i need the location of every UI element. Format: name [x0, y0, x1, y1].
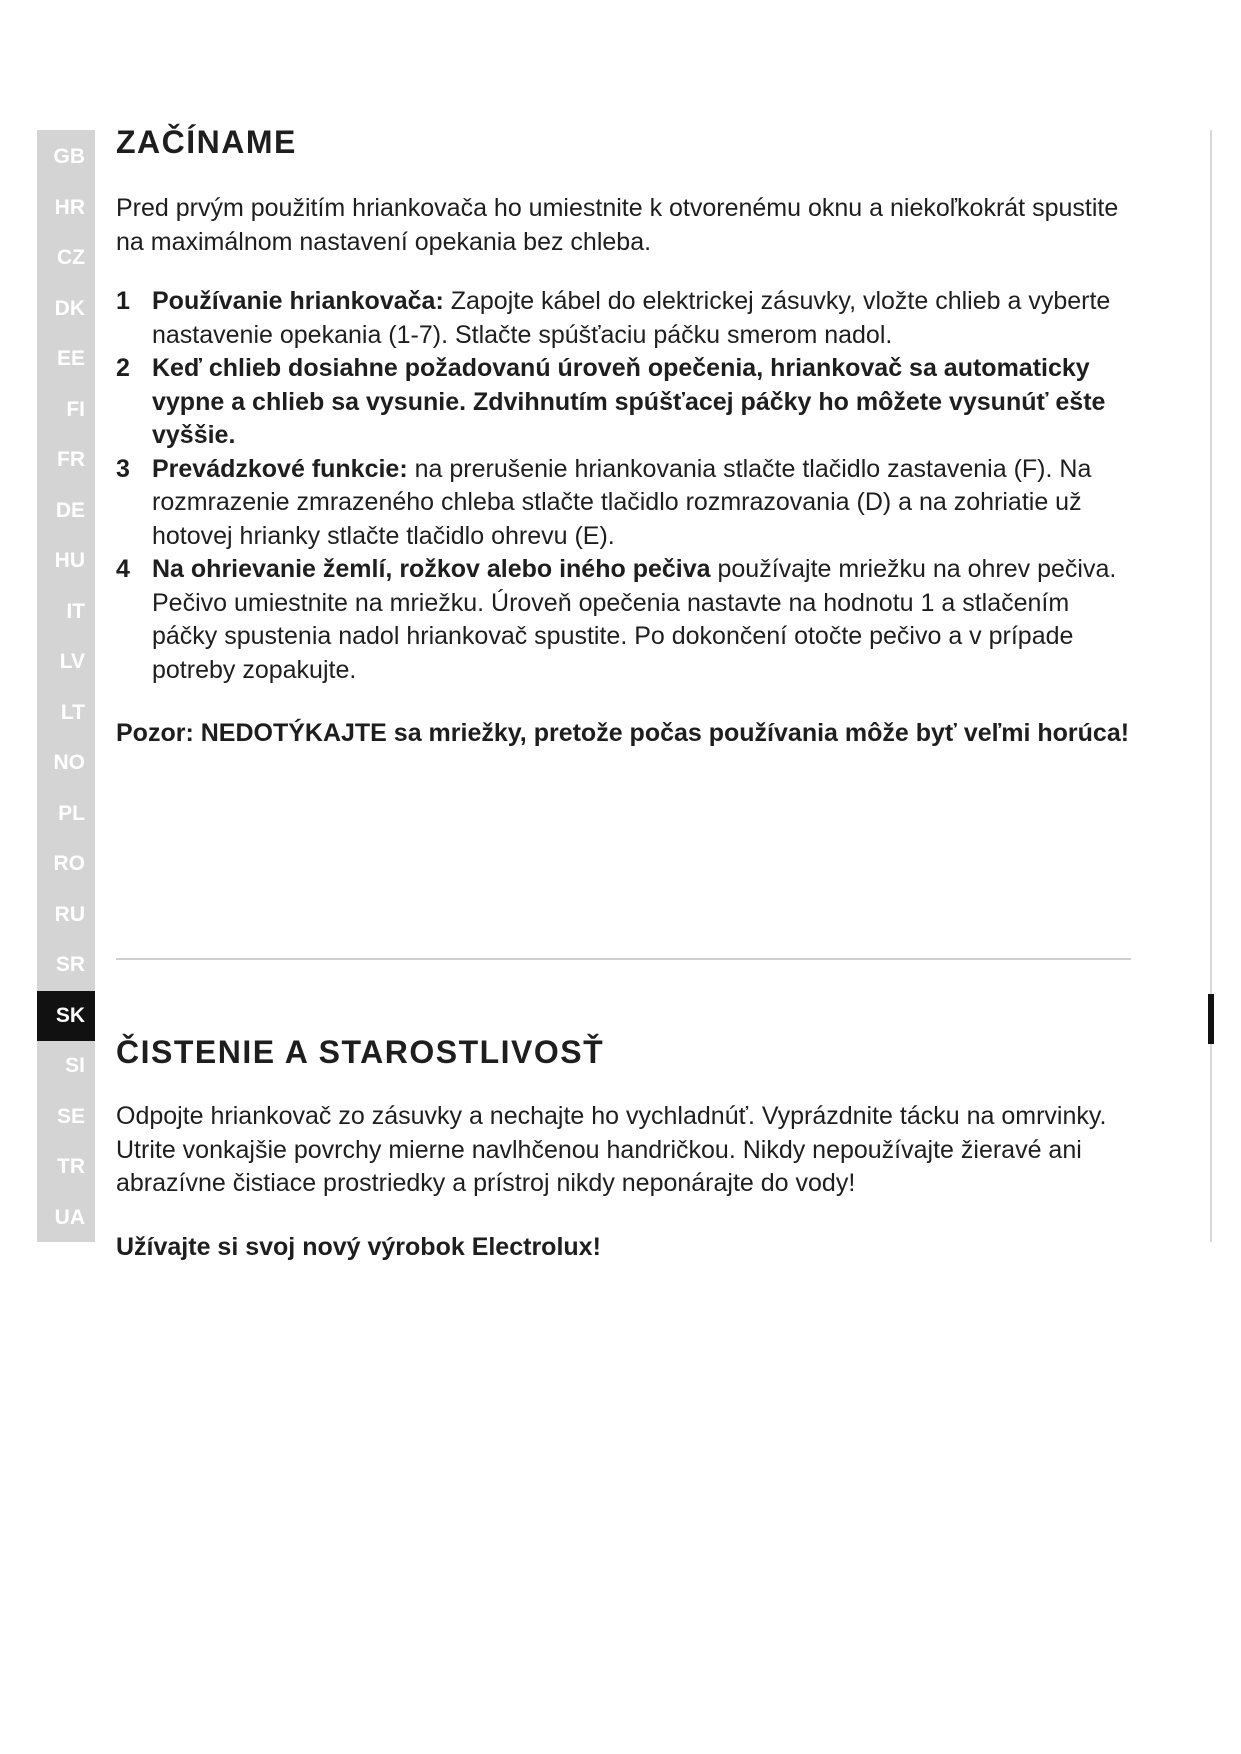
lang-tab-lv[interactable]: LV — [59, 650, 85, 673]
lang-tab-se[interactable]: SE — [56, 1104, 85, 1128]
closing-text: Užívajte si svoj nový výrobok Electrolux! — [116, 1232, 601, 1261]
cleaning-paragraph: Odpojte hriankovač zo zásuvky a nechajte ho vychladnúť. Vyprázdnite tácku na omrvinky. Utrite vonkajšie povrchy mierne navlhčenou handričkou. Nikdy nepoužívajte žieravé ani abrazívne čistiace prostriedky a prístroj nikdy neponárajte do vody! — [116, 1102, 1107, 1197]
language-tabs — [37, 130, 95, 1242]
step-number: 4 — [116, 555, 130, 583]
step-item — [116, 285, 1136, 352]
lang-tab-fi[interactable]: FI — [66, 397, 85, 421]
section-cleaning — [116, 1030, 1136, 1264]
lang-tab-no[interactable]: NO — [53, 751, 85, 774]
section-title-cleaning: ČISTENIE A STAROSTLIVOSŤ — [116, 1034, 605, 1070]
step-item — [116, 553, 1136, 687]
section-getting-started — [116, 120, 1136, 751]
lang-tab-gb[interactable]: GB — [53, 145, 85, 168]
step-heading: Prevádzkové funkcie: — [152, 454, 408, 483]
lang-tab-lt[interactable]: LT — [60, 700, 85, 724]
step-item — [116, 453, 1136, 554]
step-number: 3 — [116, 454, 130, 483]
lang-tab-ee[interactable]: EE — [56, 347, 85, 370]
lang-tab-tr[interactable]: TR — [57, 1155, 85, 1178]
lang-tab-sr[interactable]: SR — [55, 953, 85, 976]
lang-tab-ru[interactable]: RU — [54, 902, 85, 926]
right-margin-rule — [1210, 130, 1212, 1242]
right-section-marker — [1208, 994, 1214, 1044]
step-text: používajte mriežku na ohrev pečiva. Pečivo umiestnite na mriežku. Úroveň opečenia nastavte na hodnotu 1 a stlačením páčky spustenia nadol hriankovač spustite. Po dokončení otočte pečivo a v prípade potreby zopakujte. — [152, 555, 1117, 684]
lang-tab-ro[interactable]: RO — [53, 852, 85, 875]
section-title-getting-started: ZAČÍNAME — [116, 124, 297, 160]
step-heading: Používanie hriankovača: — [152, 287, 444, 315]
lang-tab-hr[interactable]: HR — [54, 195, 85, 219]
lang-tab-dk[interactable]: DK — [54, 296, 85, 320]
intro-paragraph: Pred prvým použitím hriankovača ho umiestnite k otvorenému oknu a niekoľkokrát spustite na maximálnom nastavení opekania bez chleba. — [116, 194, 1119, 256]
lang-tab-fr[interactable]: FR — [57, 448, 85, 471]
lang-tab-pl[interactable]: PL — [58, 801, 85, 825]
step-heading: Na ohrievanie žemlí, rožkov alebo iného pečiva — [152, 555, 711, 583]
step-text: Zapojte kábel do elektrickej zásuvky, vložte chlieb a vyberte nastavenie opekania (1-7). Stlačte spúšťaciu páčku smerom nadol. — [152, 287, 1111, 349]
lang-tab-hu[interactable]: HU — [54, 549, 85, 572]
lang-tab-sk[interactable]: SK — [37, 991, 95, 1041]
lang-tab-cz[interactable]: CZ — [57, 246, 85, 269]
lang-tab-de[interactable]: DE — [55, 498, 85, 522]
steps-list — [116, 285, 1136, 687]
step-item — [116, 352, 1136, 453]
warning-text: Pozor: NEDOTÝKAJTE sa mriežky, pretože počas používania môže byť veľmi horúca! — [116, 719, 1130, 747]
lang-tab-it[interactable]: IT — [66, 599, 85, 623]
step-number: 1 — [116, 287, 130, 315]
lang-tab-si[interactable]: SI — [65, 1054, 85, 1077]
lang-tab-ua[interactable]: UA — [54, 1205, 85, 1229]
step-number: 2 — [116, 354, 130, 382]
step-heading: Keď chlieb dosiahne požadovanú úroveň opečenia, hriankovač sa automaticky vypne a chlieb sa vysunie. Zdvihnutím spúšťacej páčky ho môžete vysunúť ešte vyššie. — [152, 354, 1106, 449]
step-text: na prerušenie hriankovania stlačte tlačidlo zastavenia (F). Na rozmrazenie zmrazeného chleba stlačte tlačidlo rozmrazovania (D) a na zohriatie už hotovej hrianky stlačte tlačidlo ohrevu (E). — [152, 454, 1092, 550]
section-divider — [116, 958, 1131, 960]
